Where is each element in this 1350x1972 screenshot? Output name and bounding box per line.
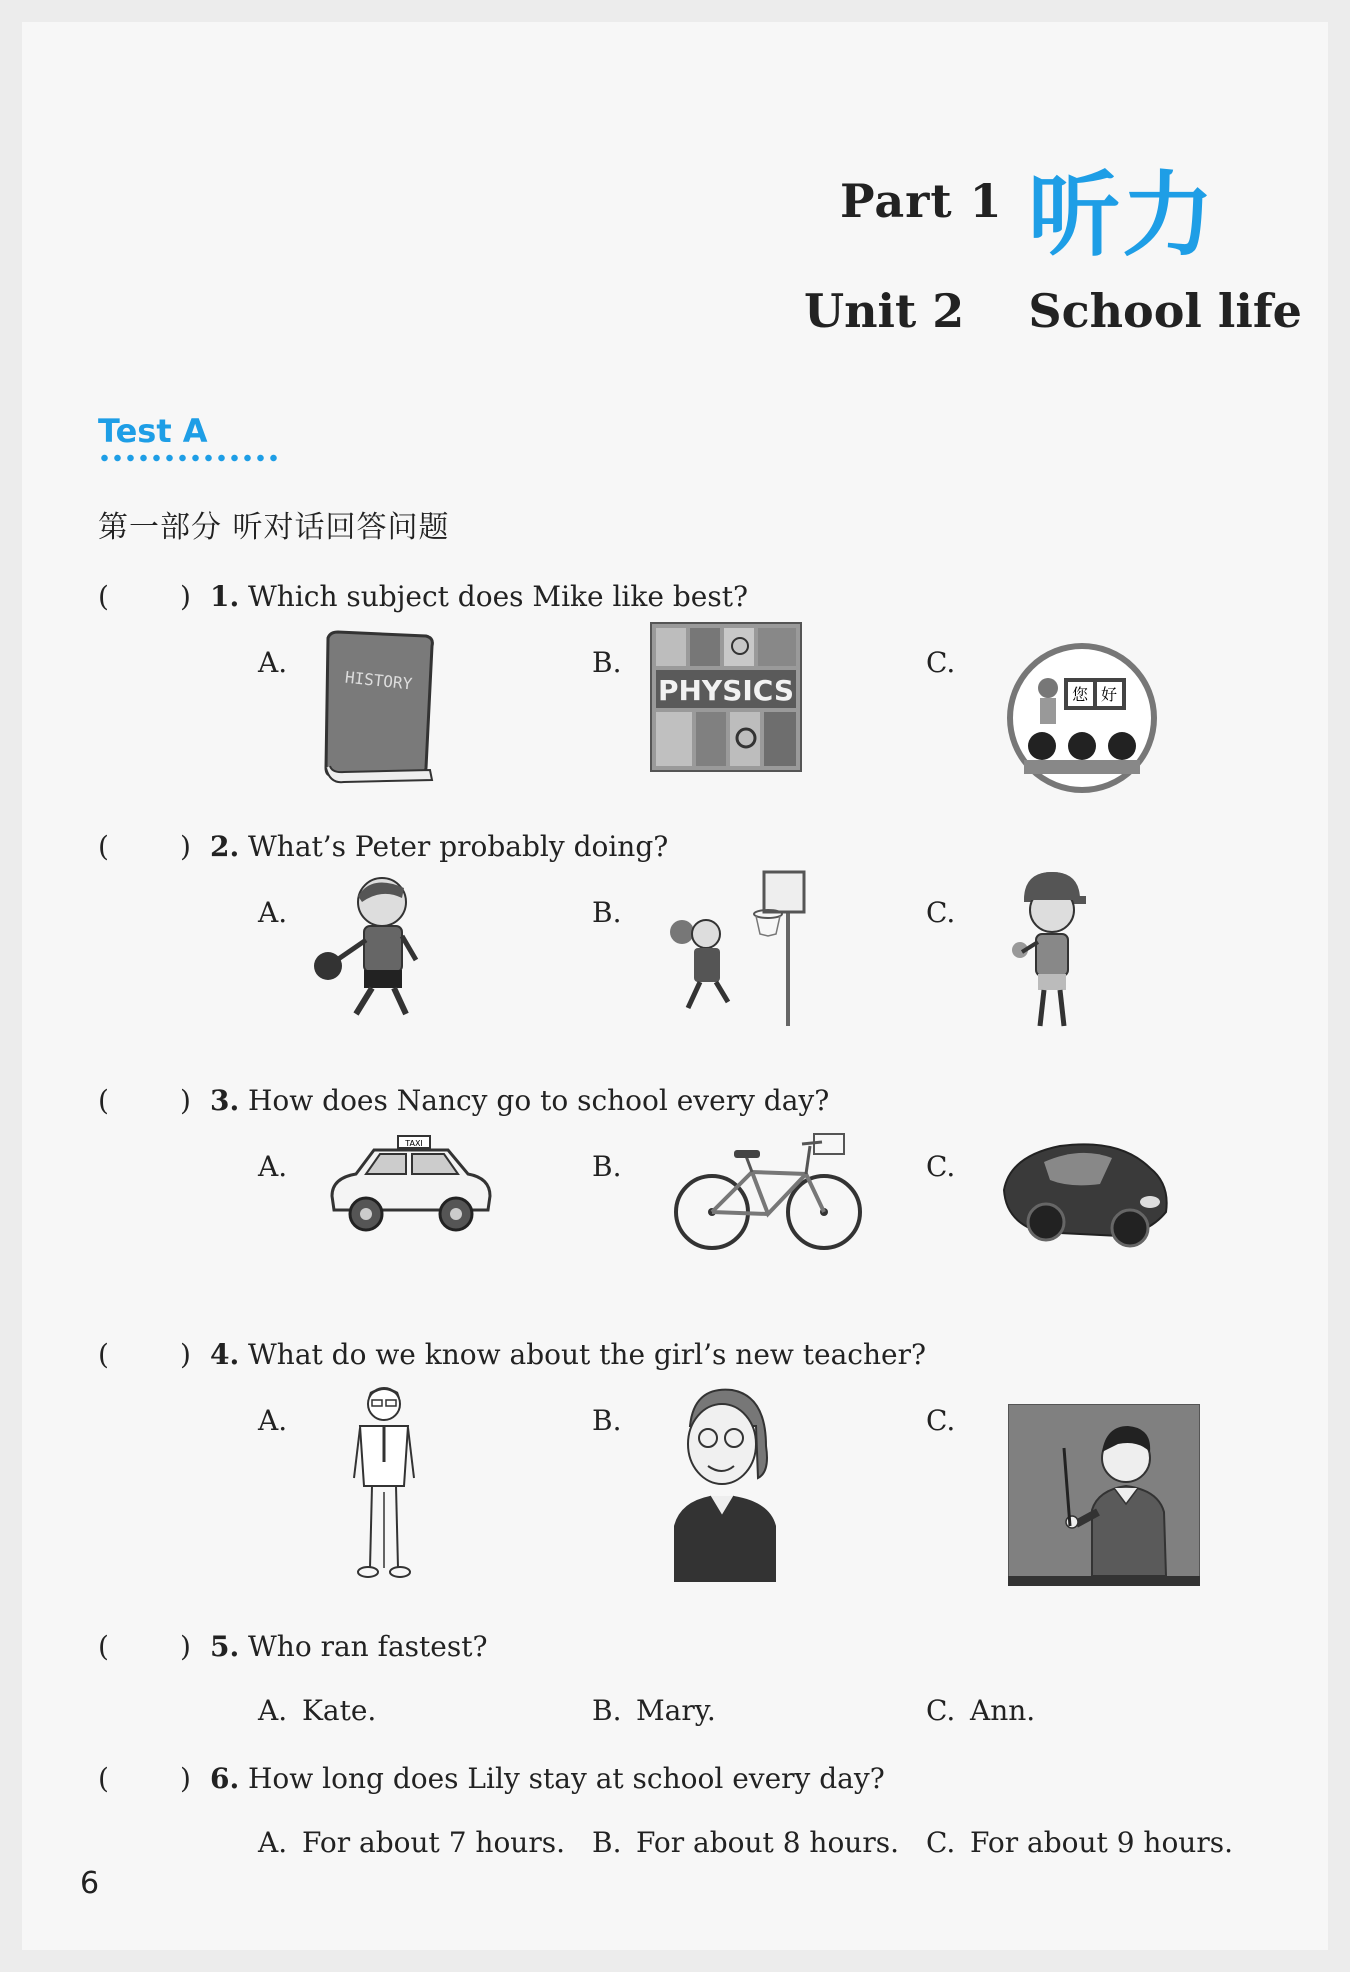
bicycle-image	[672, 1128, 866, 1252]
answer-paren-open: (	[98, 580, 109, 613]
answer-paren-close: )	[180, 830, 191, 863]
option-text: For about 7 hours.	[302, 1826, 565, 1859]
svg-text:好: 好	[1100, 685, 1118, 704]
option-letter: B.	[592, 646, 622, 679]
option-letter: C.	[926, 646, 956, 679]
option-letter: B.	[592, 1826, 622, 1859]
girl-basketball-image	[664, 868, 814, 1028]
option-letter: C.	[926, 1826, 956, 1859]
option-letter: A.	[258, 1826, 288, 1859]
worksheet-page	[22, 22, 1328, 1950]
option-letter: A.	[258, 1694, 288, 1727]
option-letter: A.	[258, 1150, 288, 1183]
option-letter: C.	[926, 1404, 956, 1437]
woman-with-glasses-image	[670, 1386, 780, 1582]
question-text: What do we know about the girl’s new teacher?	[248, 1338, 926, 1371]
taxi-image	[326, 1134, 494, 1236]
question-text: What’s Peter probably doing?	[248, 830, 669, 863]
svg-text:TAXI: TAXI	[405, 1139, 423, 1148]
option-text: Kate.	[302, 1694, 377, 1727]
question-text: Which subject does Mike like best?	[248, 580, 748, 613]
option-letter: B.	[592, 896, 622, 929]
answer-paren-open: (	[98, 1762, 109, 1795]
svg-text:PHYSICS: PHYSICS	[657, 674, 795, 707]
test-label: Test A	[98, 412, 208, 450]
boy-baseball-image	[1010, 868, 1090, 1036]
option-letter: B.	[592, 1404, 622, 1437]
question-number: 6.	[210, 1762, 240, 1795]
man-in-suit-image	[350, 1382, 418, 1582]
dotted-underline	[98, 454, 278, 462]
question-text: How does Nancy go to school every day?	[248, 1084, 830, 1117]
question-number: 2.	[210, 830, 240, 863]
option-text: Ann.	[970, 1694, 1036, 1727]
answer-paren-close: )	[180, 580, 191, 613]
option-letter: A.	[258, 1404, 288, 1437]
svg-text:HISTORY: HISTORY	[344, 667, 414, 694]
option-letter: C.	[926, 1694, 956, 1727]
answer-paren-close: )	[180, 1630, 191, 1663]
option-text: For about 8 hours.	[636, 1826, 899, 1859]
option-text: For about 9 hours.	[970, 1826, 1233, 1859]
option-letter: A.	[258, 646, 288, 679]
part-title-listening: 听力	[1028, 162, 1217, 269]
question-number: 4.	[210, 1338, 240, 1371]
question-text: Who ran fastest?	[248, 1630, 488, 1663]
history-book-image	[320, 630, 442, 788]
option-text: Mary.	[636, 1694, 716, 1727]
answer-paren-open: (	[98, 1338, 109, 1371]
boy-ping-pong-image	[312, 870, 442, 1022]
option-letter: C.	[926, 896, 956, 929]
answer-paren-open: (	[98, 1630, 109, 1663]
option-letter: B.	[592, 1150, 622, 1183]
sports-car-image	[1000, 1132, 1172, 1250]
question-number: 1.	[210, 580, 240, 613]
answer-paren-close: )	[180, 1084, 191, 1117]
svg-text:您: 您	[1071, 685, 1089, 704]
question-number: 5.	[210, 1630, 240, 1663]
answer-paren-close: )	[180, 1762, 191, 1795]
chinese-class-image	[1006, 642, 1158, 794]
answer-paren-open: (	[98, 1084, 109, 1117]
question-text: How long does Lily stay at school every day?	[248, 1762, 885, 1795]
page-number: 6	[80, 1866, 100, 1901]
man-teacher-image	[1008, 1404, 1200, 1586]
option-letter: C.	[926, 1150, 956, 1183]
question-number: 3.	[210, 1084, 240, 1117]
part-label: Part 1	[840, 174, 1003, 228]
section-title: 第一部分 听对话回答问题	[98, 510, 450, 545]
option-letter: B.	[592, 1694, 622, 1727]
answer-paren-close: )	[180, 1338, 191, 1371]
answer-paren-open: (	[98, 830, 109, 863]
physics-poster-image	[650, 622, 802, 772]
option-letter: A.	[258, 896, 288, 929]
unit-title: Unit 2 School life	[804, 284, 1302, 338]
